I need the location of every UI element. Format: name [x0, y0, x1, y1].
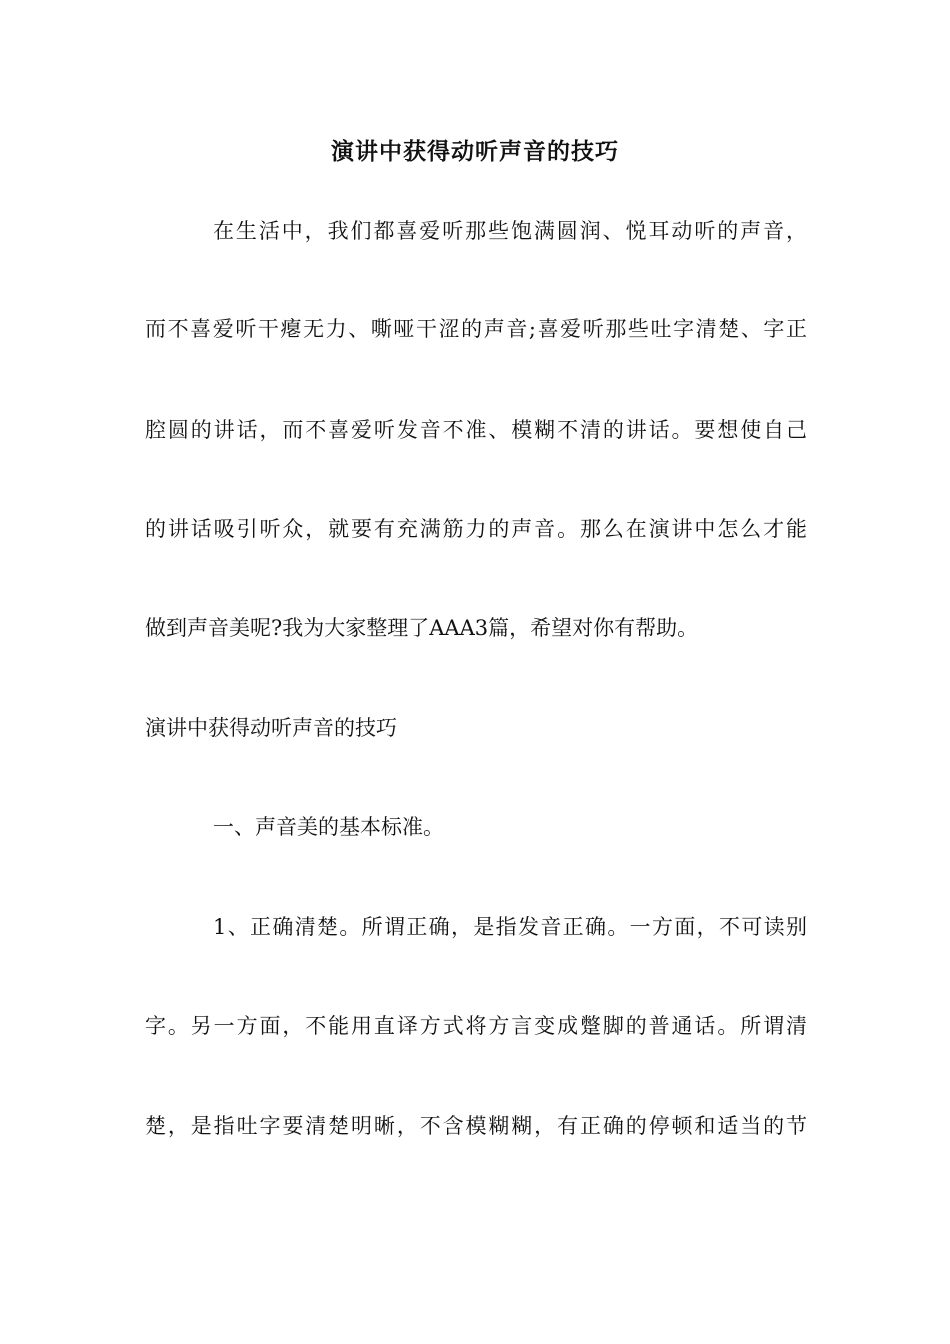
section-heading: 演讲中获得动听声音的技巧 [145, 716, 397, 740]
paragraph-line: 字。另一方面，不能用直译方式将方言变成蹩脚的普通话。所谓清 [145, 1014, 807, 1038]
subsection-heading: 一、声音美的基本标准。 [213, 815, 444, 839]
paragraph-line: 做到声音美呢?我为大家整理了AAA3篇，希望对你有帮助。 [145, 616, 699, 640]
paragraph-line: 而不喜爱听干瘪无力、嘶哑干涩的声音;喜爱听那些吐字清楚、字正 [145, 317, 807, 341]
paragraph-line: 1、正确清楚。所谓正确，是指发音正确。一方面，不可读别 [213, 915, 807, 939]
paragraph-line: 的讲话吸引听众，就要有充满筋力的声音。那么在演讲中怎么才能 [145, 517, 807, 541]
paragraph-line: 在生活中，我们都喜爱听那些饱满圆润、悦耳动听的声音， [213, 219, 807, 243]
document-title: 演讲中获得动听声音的技巧 [331, 138, 619, 165]
paragraph-line: 楚，是指吐字要清楚明晰，不含模糊糊，有正确的停顿和适当的节 [145, 1114, 807, 1138]
paragraph-line: 腔圆的讲话，而不喜爱听发音不准、模糊不清的讲话。要想使自己 [145, 418, 807, 442]
